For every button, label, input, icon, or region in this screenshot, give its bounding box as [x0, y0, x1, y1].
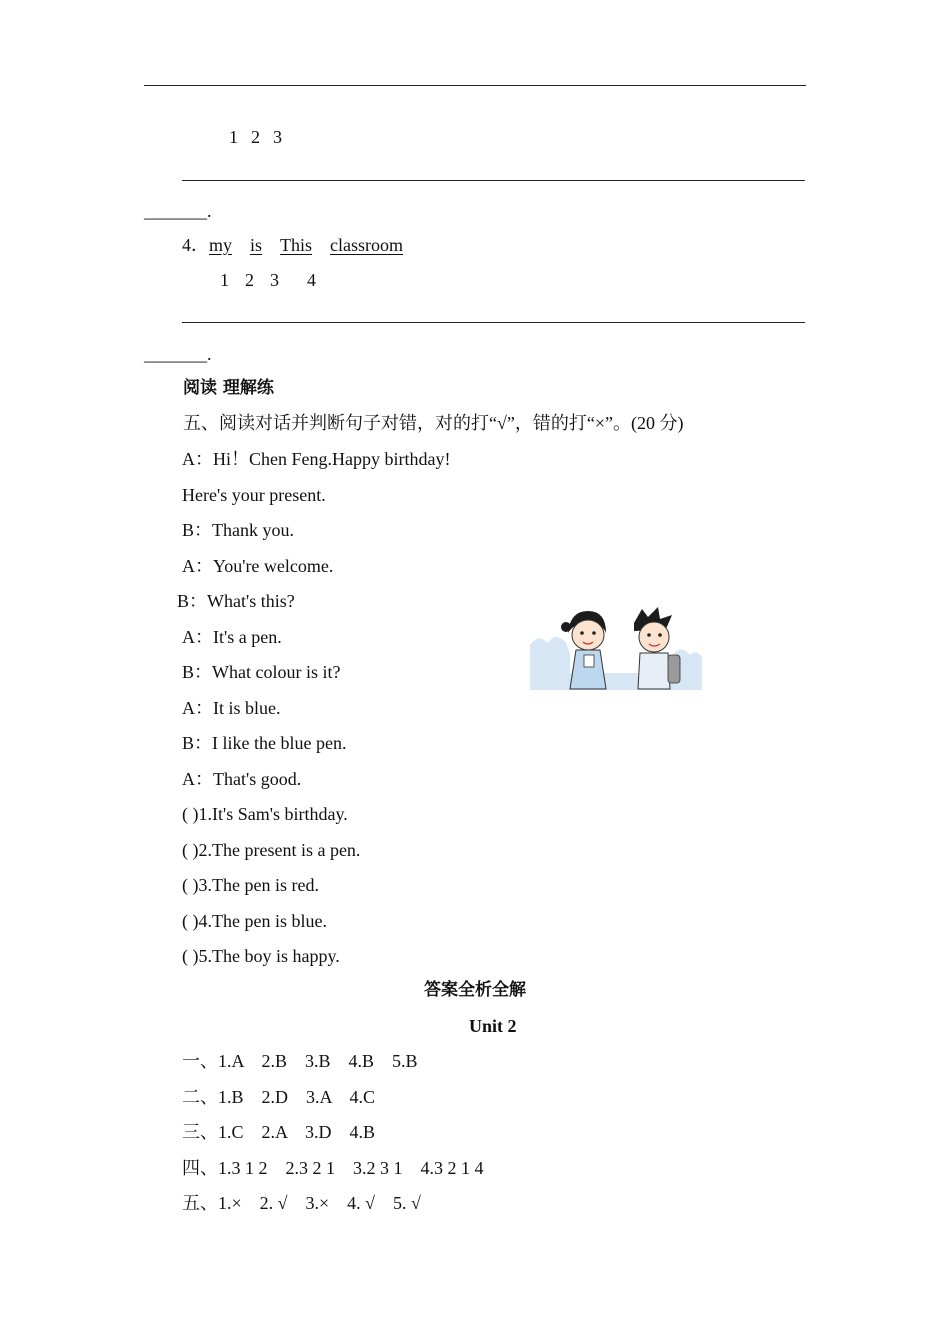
- dialogue-line: B：Thank you.: [182, 520, 294, 540]
- q3-answer-line: [182, 180, 805, 181]
- q4-question: [182, 236, 403, 254]
- answer-line: 二、1.B 2.D 3.A 4.C: [182, 1087, 376, 1107]
- q3-number: 3: [273, 127, 282, 147]
- answer-line: 三、1.C 2.A 3.D 4.B: [182, 1122, 376, 1142]
- dialogue-line: B：What's this?: [177, 591, 295, 611]
- dialogue-line: B：I like the blue pen.: [182, 733, 347, 753]
- answer-line: 四、1.3 1 2 2.3 2 1 3.2 3 1 4.3 2 1 4: [182, 1158, 484, 1178]
- q4-word: my: [209, 235, 233, 255]
- q4-word: is: [250, 235, 263, 255]
- reading-instruction: 五、阅读对话并判断句子对错，对的打“√”，错的打“×”。(20 分): [183, 413, 684, 433]
- answers-unit: Unit 2: [469, 1016, 517, 1036]
- q3-number: 2: [251, 127, 260, 147]
- statement: ( )2.The present is a pen.: [182, 840, 361, 860]
- q3-answer-tail: _______.: [144, 201, 212, 221]
- statement: ( )1.It's Sam's birthday.: [182, 804, 348, 824]
- answer-line: 一、1.A 2.B 3.B 4.B 5.B: [182, 1051, 418, 1071]
- q4-numbers: [220, 271, 316, 289]
- q3-number: 1: [229, 127, 238, 147]
- answer-line: 五、1.× 2. √ 3.× 4. √ 5. √: [182, 1193, 421, 1213]
- children-illustration: [530, 603, 702, 690]
- q4-number: 4: [307, 270, 316, 290]
- top-rule: [144, 85, 806, 86]
- dialogue-line: A：That's good.: [182, 769, 302, 789]
- dialogue-line: Here's your present.: [182, 485, 326, 505]
- q4-number: 1: [220, 270, 229, 290]
- statement: ( )4.The pen is blue.: [182, 911, 327, 931]
- dialogue-line: A：It is blue.: [182, 698, 281, 718]
- dialogue-line: A：You're welcome.: [182, 556, 334, 576]
- dialogue-line: B：What colour is it?: [182, 662, 341, 682]
- answers-title: 答案全析全解: [424, 980, 526, 1000]
- statement: ( )5.The boy is happy.: [182, 946, 340, 966]
- q4-number: 2: [245, 270, 254, 290]
- dialogue-line: A：It's a pen.: [182, 627, 282, 647]
- q4-answer-tail: _______.: [144, 344, 212, 364]
- q4-word: classroom: [330, 235, 404, 255]
- dialogue-line: A：Hi！Chen Feng.Happy birthday!: [182, 449, 451, 469]
- section-heading: 阅读 理解练: [183, 378, 274, 398]
- q4-label: 4．: [182, 235, 209, 255]
- q3-numbers: [229, 128, 282, 146]
- q4-number: 3: [270, 270, 279, 290]
- q4-word: This: [280, 235, 313, 255]
- statement: ( )3.The pen is red.: [182, 875, 319, 895]
- q4-answer-line: [182, 322, 805, 323]
